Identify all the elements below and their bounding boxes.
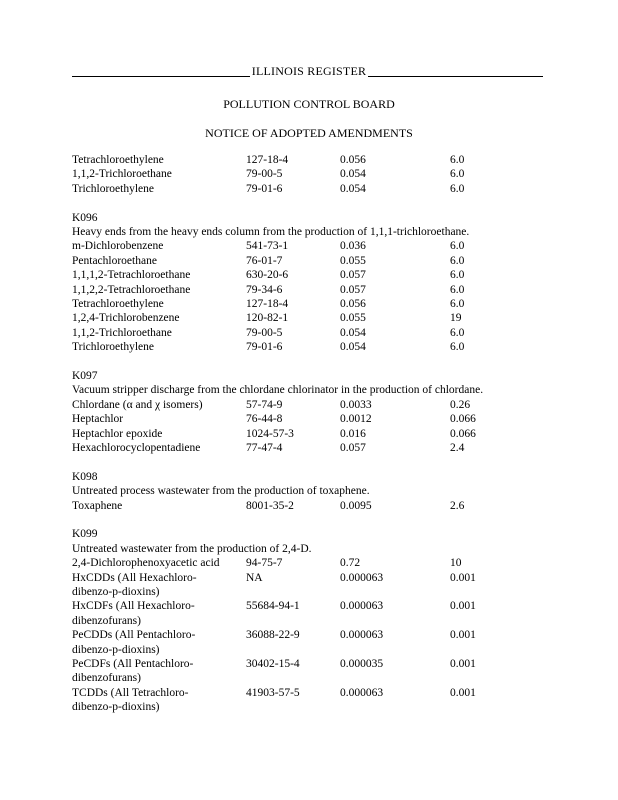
substance-name: 1,1,2-Trichloroethane <box>72 168 172 181</box>
waste-code: K097 <box>72 370 98 382</box>
table-row <box>0 428 618 442</box>
waste-code: K099 <box>72 528 98 541</box>
table-row <box>0 399 618 413</box>
cas-number: 76-01-7 <box>246 254 283 267</box>
wastewater-value: 0.054 <box>340 182 366 195</box>
substance-name: 1,1,2-Trichloroethane <box>72 326 172 339</box>
table-row <box>0 240 618 254</box>
substance-name: Tetrachloroethylene <box>72 154 164 166</box>
nonwastewater-value: 6.0 <box>450 283 465 296</box>
substance-name: m-Dichlorobenzene <box>72 240 164 253</box>
wastewater-value: 0.055 <box>340 312 366 325</box>
wastewater-value: 0.000063 <box>340 571 384 584</box>
wastewater-value: 0.054 <box>340 341 366 354</box>
substance-name: Chlordane (α and χ isomers) <box>72 398 203 411</box>
table-row <box>0 154 618 168</box>
table-row <box>0 644 618 658</box>
substance-name: Heptachlor epoxide <box>72 427 163 440</box>
wastewater-value: 0.72 <box>340 557 361 570</box>
substance-name: Hexachlorocyclopentadiene <box>72 442 201 454</box>
wastewater-value: 0.000035 <box>340 658 384 670</box>
nonwastewater-value: 6.0 <box>450 154 465 166</box>
substance-name: 2,4-Dichlorophenoxyacetic acid <box>72 557 220 570</box>
waste-description: Untreated process wastewater from the production of toxaphene. <box>72 485 370 498</box>
substance-name: PeCDFs (All Pentachloro- <box>72 658 194 670</box>
substance-name: HxCDDs (All Hexachloro- <box>72 571 197 584</box>
cas-number: 57-74-9 <box>246 398 283 411</box>
table-row <box>0 572 618 586</box>
waste-description: Untreated wastewater from the production of 2,4-D. <box>72 542 312 555</box>
substance-name: dibenzofurans) <box>72 672 141 685</box>
table-row <box>0 687 618 701</box>
nonwastewater-value: 2.6 <box>450 499 465 512</box>
nonwastewater-value: 0.001 <box>450 658 476 670</box>
wastewater-value: 0.057 <box>340 283 366 296</box>
cas-number: 541-73-1 <box>246 240 289 253</box>
nonwastewater-value: 19 <box>450 312 462 325</box>
substance-name: Trichloroethylene <box>72 341 154 354</box>
nonwastewater-value: 0.001 <box>450 600 476 613</box>
wastewater-value: 0.036 <box>340 240 366 253</box>
cas-number: 79-34-6 <box>246 283 283 296</box>
table-row <box>0 413 618 427</box>
table-row <box>0 586 618 600</box>
board-name: POLLUTION CONTROL BOARD <box>223 97 395 111</box>
nonwastewater-value: 6.0 <box>450 326 465 339</box>
waste-code: K098 <box>72 470 98 483</box>
wastewater-value: 0.056 <box>340 298 366 310</box>
cas-number: 94-75-7 <box>246 557 283 570</box>
wastewater-value: 0.0095 <box>340 499 372 512</box>
nonwastewater-value: 6.0 <box>450 182 465 195</box>
wastewater-value: 0.016 <box>340 427 366 440</box>
notice-title: NOTICE OF ADOPTED AMENDMENTS <box>205 126 413 140</box>
substance-name: Pentachloroethane <box>72 254 157 267</box>
cas-number: 1024-57-3 <box>246 427 294 440</box>
wastewater-value: 0.0012 <box>340 413 372 426</box>
nonwastewater-value: 6.0 <box>450 269 465 282</box>
wastewater-value: 0.054 <box>340 168 366 181</box>
substance-name: HxCDFs (All Hexachloro- <box>72 600 195 613</box>
table-row <box>0 312 618 326</box>
nonwastewater-value: 6.0 <box>450 298 465 310</box>
nonwastewater-value: 2.4 <box>450 442 465 454</box>
table-row <box>0 255 618 269</box>
cas-number: 120-82-1 <box>246 312 289 325</box>
wastewater-value: 0.056 <box>340 154 366 166</box>
table-row <box>0 183 618 197</box>
waste-description: Heavy ends from the heavy ends column from the production of 1,1,1-trichloroethane. <box>72 226 470 238</box>
table-row <box>0 629 618 643</box>
cas-number: 76-44-8 <box>246 413 283 426</box>
cas-number: 8001-35-2 <box>246 499 294 512</box>
substance-name: dibenzofurans) <box>72 614 141 627</box>
nonwastewater-value: 6.0 <box>450 240 465 253</box>
nonwastewater-value: 0.001 <box>450 571 476 584</box>
waste-description: Vacuum stripper discharge from the chlordane chlorinator in the production of chlordane. <box>72 384 484 397</box>
table-row <box>0 284 618 298</box>
cas-number: NA <box>246 571 263 584</box>
substance-name: dibenzo-p-dioxins) <box>72 643 160 656</box>
substance-name: Trichloroethylene <box>72 182 154 195</box>
nonwastewater-value: 0.26 <box>450 398 471 411</box>
nonwastewater-value: 0.066 <box>450 427 476 440</box>
nonwastewater-value: 10 <box>450 557 462 570</box>
cas-number: 630-20-6 <box>246 269 289 282</box>
register-title: ILLINOIS REGISTER <box>251 64 367 78</box>
table-row <box>0 442 618 456</box>
cas-number: 30402-15-4 <box>246 658 300 670</box>
wastewater-value: 0.000063 <box>340 686 384 699</box>
table-row <box>0 600 618 614</box>
nonwastewater-value: 6.0 <box>450 341 465 354</box>
cas-number: 79-00-5 <box>246 168 283 181</box>
wastewater-value: 0.054 <box>340 326 366 339</box>
nonwastewater-value: 0.066 <box>450 413 476 426</box>
substance-name: Toxaphene <box>72 499 123 512</box>
table-row <box>0 557 618 571</box>
wastewater-value: 0.000063 <box>340 600 384 613</box>
table-row <box>0 615 618 629</box>
cas-number: 79-01-6 <box>246 341 283 354</box>
substance-name: 1,2,4-Trichlorobenzene <box>72 312 180 325</box>
nonwastewater-value: 0.001 <box>450 629 476 642</box>
wastewater-value: 0.055 <box>340 254 366 267</box>
cas-number: 127-18-4 <box>246 298 289 310</box>
table-row <box>0 168 618 182</box>
table-row <box>0 298 618 312</box>
cas-number: 79-01-6 <box>246 182 283 195</box>
wastewater-value: 0.0033 <box>340 398 372 411</box>
nonwastewater-value: 6.0 <box>450 168 465 181</box>
cas-number: 36088-22-9 <box>246 629 300 642</box>
table-row <box>0 672 618 686</box>
substance-name: Tetrachloroethylene <box>72 298 164 310</box>
substance-name: 1,1,1,2-Tetrachloroethane <box>72 269 191 282</box>
substance-name: TCDDs (All Tetrachloro- <box>72 686 189 699</box>
nonwastewater-value: 6.0 <box>450 254 465 267</box>
nonwastewater-value: 0.001 <box>450 686 476 699</box>
table-row <box>0 327 618 341</box>
table-row <box>0 500 618 514</box>
wastewater-value: 0.057 <box>340 269 366 282</box>
wastewater-value: 0.057 <box>340 442 366 454</box>
cas-number: 77-47-4 <box>246 442 283 454</box>
waste-code: K096 <box>72 211 98 224</box>
substance-name: dibenzo-p-dioxins) <box>72 701 160 714</box>
table-row <box>0 269 618 283</box>
cas-number: 127-18-4 <box>246 154 289 166</box>
table-row <box>0 658 618 672</box>
substance-name: 1,1,2,2-Tetrachloroethane <box>72 283 191 296</box>
substance-name: Heptachlor <box>72 413 124 426</box>
wastewater-value: 0.000063 <box>340 629 384 642</box>
cas-number: 41903-57-5 <box>246 686 300 699</box>
table-row <box>0 341 618 355</box>
cas-number: 55684-94-1 <box>246 600 300 613</box>
substance-name: dibenzo-p-dioxins) <box>72 586 160 598</box>
table-row <box>0 701 618 715</box>
cas-number: 79-00-5 <box>246 326 283 339</box>
substance-name: PeCDDs (All Pentachloro- <box>72 629 196 642</box>
